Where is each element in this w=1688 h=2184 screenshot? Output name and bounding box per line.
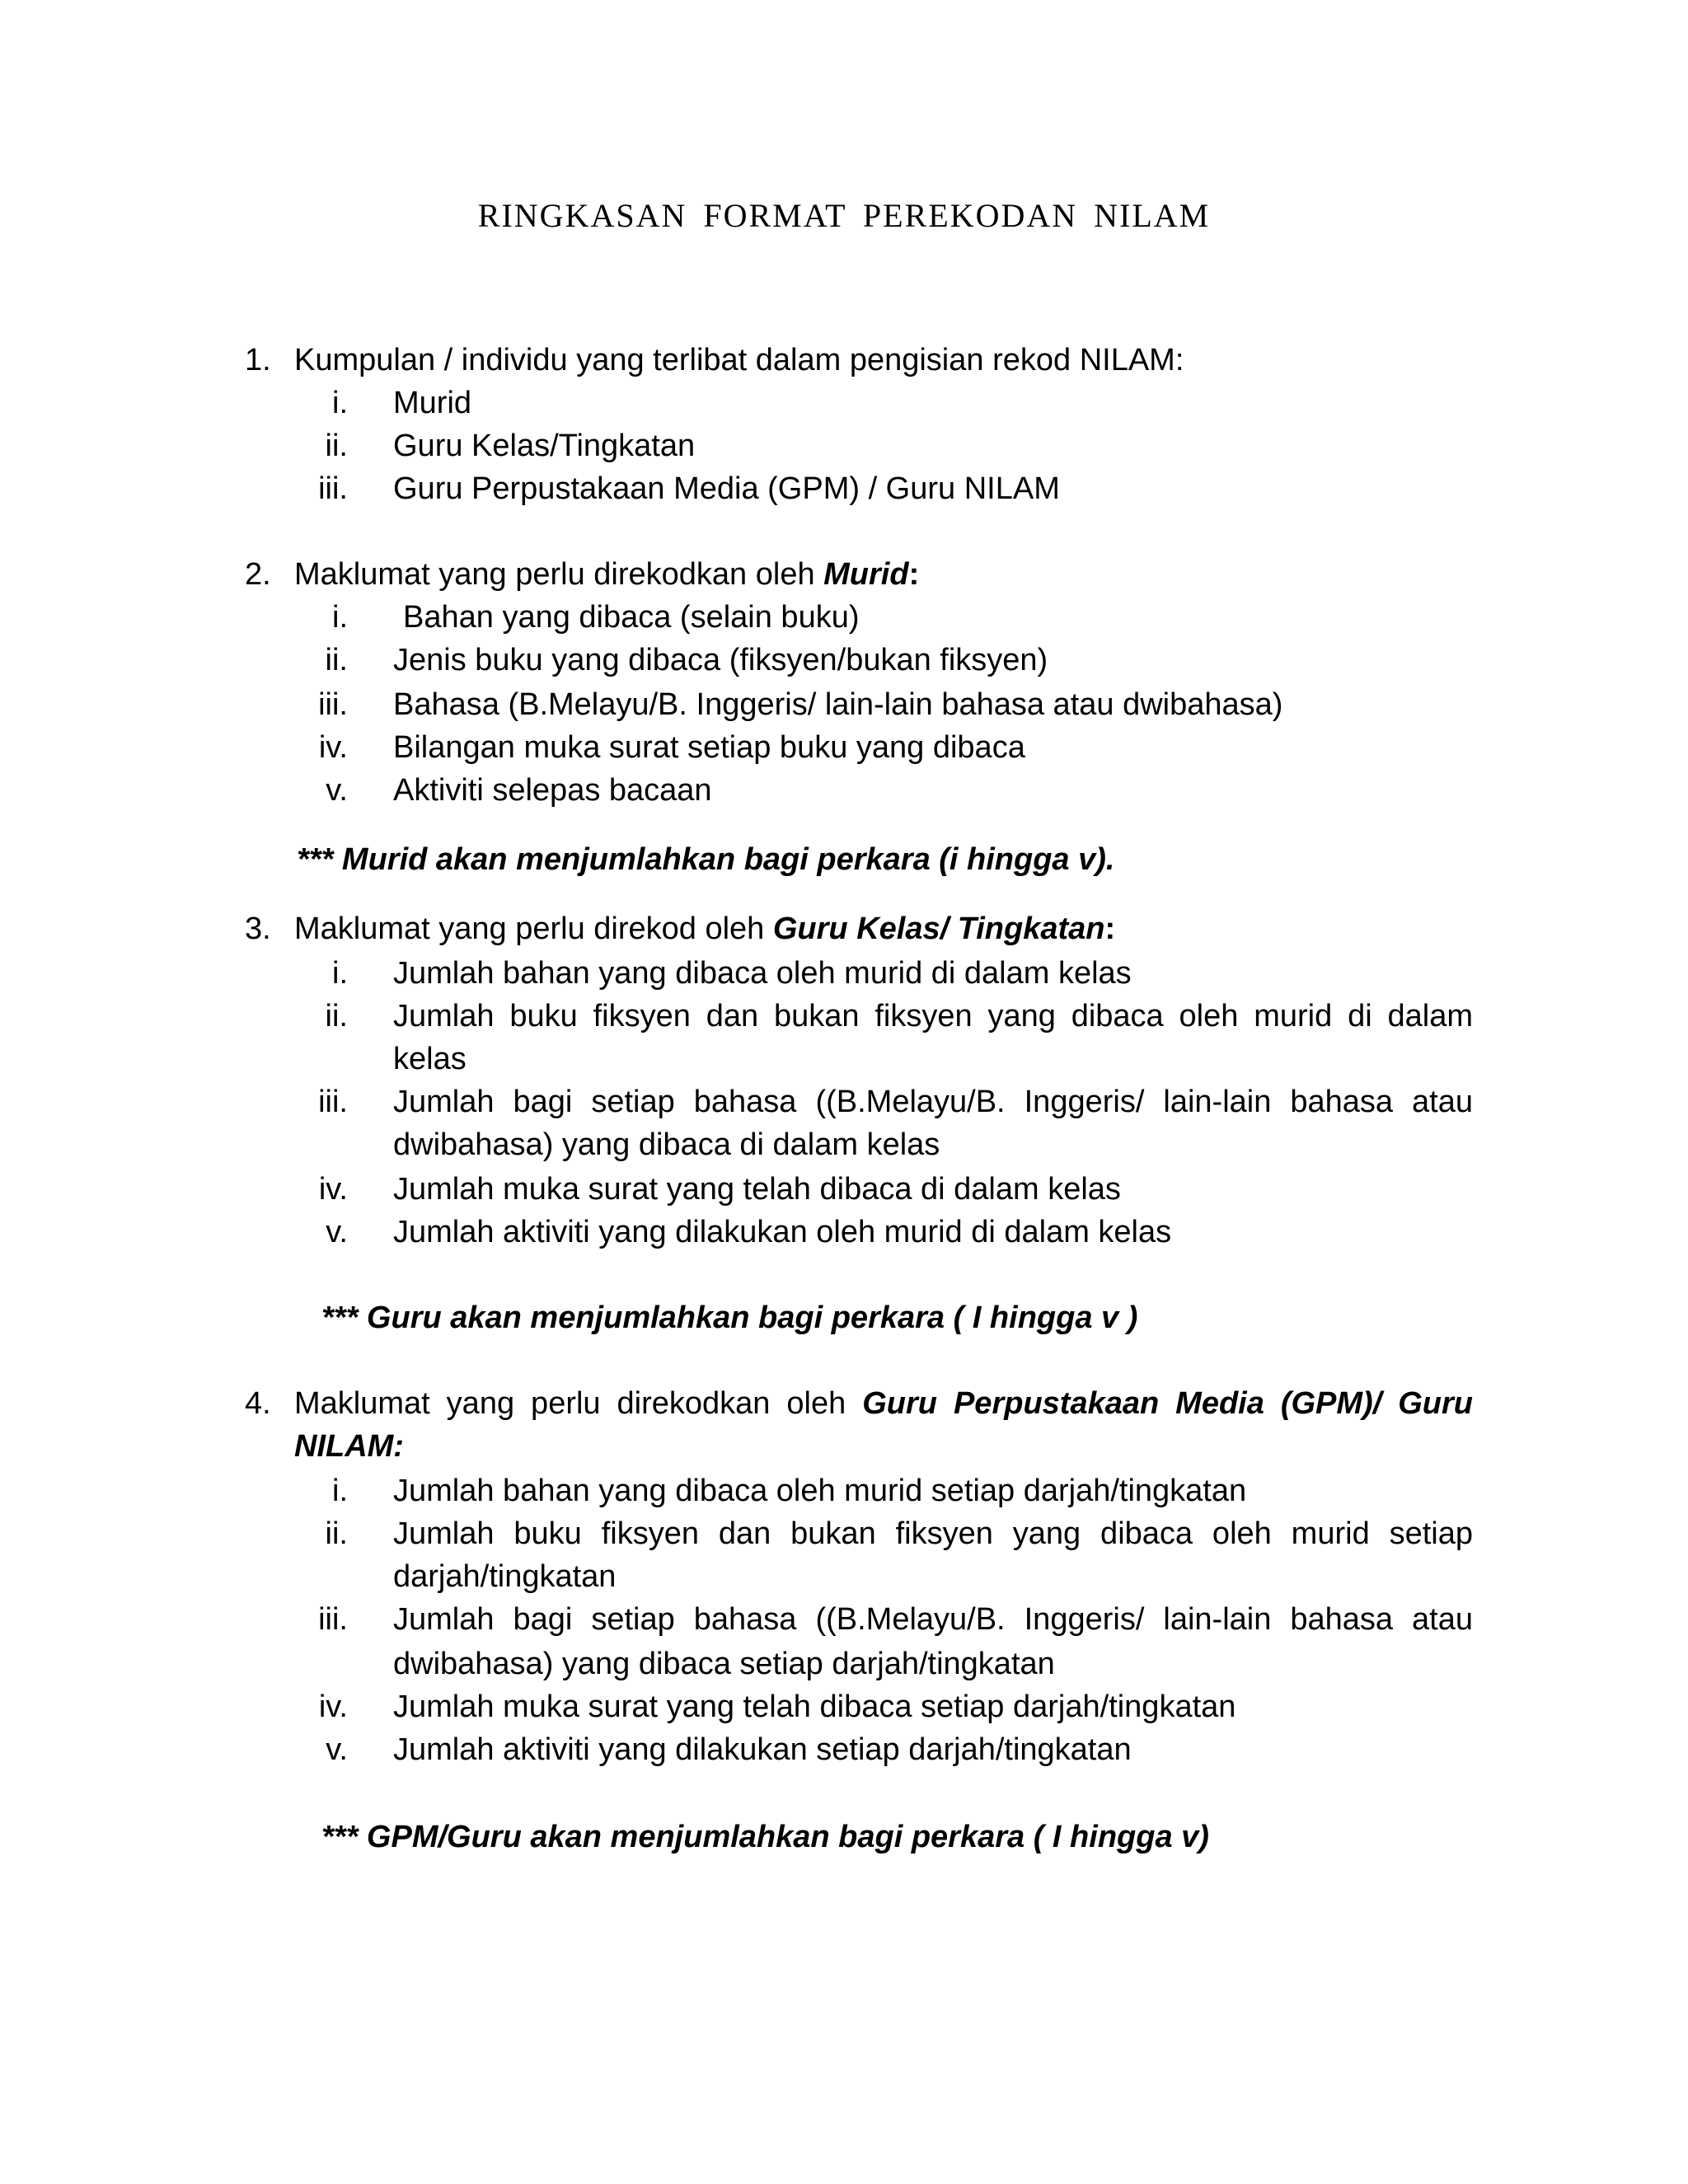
section-number: 3.	[245, 912, 271, 946]
item-number: i.	[332, 1474, 348, 1508]
item-text: Jumlah buku fiksyen dan bukan fiksyen yang dibaca oleh murid di dalam	[393, 999, 1473, 1033]
heading-emphasis: Murid	[823, 557, 909, 592]
item-text: Jumlah bagi setiap bahasa ((B.Melayu/B. Inggeris/ lain-lain bahasa atau	[393, 1085, 1473, 1119]
item-number: ii.	[325, 643, 348, 677]
item-number: ii.	[325, 429, 348, 463]
heading-emphasis: NILAM:	[294, 1429, 404, 1464]
item-number: iii.	[318, 1085, 348, 1119]
item-number: i.	[332, 600, 348, 635]
heading-colon: :	[1104, 912, 1116, 946]
item-text: Jumlah bahan yang dibaca oleh murid setiap darjah/tingkatan	[393, 1474, 1247, 1508]
heading-emphasis: Guru Kelas/ Tingkatan	[772, 912, 1105, 946]
item-number: v.	[326, 1732, 348, 1767]
item-text: darjah/tingkatan	[393, 1559, 617, 1594]
heading-text: Maklumat yang perlu direkodkan oleh	[294, 1386, 863, 1421]
item-text: Jumlah aktiviti yang dilakukan oleh murid di dalam kelas	[393, 1215, 1172, 1249]
item-text: Jumlah aktiviti yang dilakukan setiap darjah/tingkatan	[393, 1732, 1132, 1767]
item-text: dwibahasa) yang dibaca setiap darjah/tingkatan	[393, 1647, 1055, 1681]
section-heading	[294, 910, 1473, 948]
section-note: *** GPM/Guru akan menjumlahkan bagi perkara ( I hingga v)	[321, 1820, 1209, 1854]
item-text: Murid	[393, 386, 472, 420]
item-text: Jumlah bagi setiap bahasa ((B.Melayu/B. Inggeris/ lain-lain bahasa atau	[393, 1602, 1473, 1637]
heading-text: Maklumat yang perlu direkod oleh	[294, 912, 773, 946]
item-number: i.	[332, 386, 348, 420]
section-note: *** Guru akan menjumlahkan bagi perkara ( I hingga v )	[321, 1301, 1138, 1335]
section-number: 4.	[245, 1386, 271, 1421]
item-number: ii.	[325, 999, 348, 1033]
item-text: Jumlah buku fiksyen dan bukan fiksyen yang dibaca oleh murid setiap	[393, 1516, 1473, 1551]
item-number: iii.	[318, 1602, 348, 1637]
item-number: iv.	[318, 1172, 348, 1207]
item-number: iii.	[318, 471, 348, 506]
section-number: 2.	[245, 557, 271, 592]
item-number: v.	[326, 773, 348, 808]
item-number: i.	[332, 956, 348, 991]
item-number: v.	[326, 1215, 348, 1249]
item-number: ii.	[325, 1516, 348, 1551]
item-text: Bahan yang dibaca (selain buku)	[403, 600, 860, 635]
heading-colon: :	[908, 557, 920, 592]
item-number: iv.	[318, 730, 348, 765]
item-text: Bahasa (B.Melayu/B. Inggeris/ lain-lain bahasa atau dwibahasa)	[393, 687, 1283, 722]
item-text: Jumlah bahan yang dibaca oleh murid di dalam kelas	[393, 956, 1132, 991]
item-text: Bilangan muka surat setiap buku yang dibaca	[393, 730, 1025, 765]
page-title: RINGKASAN FORMAT PEREKODAN NILAM	[477, 197, 1211, 234]
item-text: Guru Perpustakaan Media (GPM) / Guru NILAM	[393, 471, 1060, 506]
section-heading	[294, 555, 1473, 593]
item-text: Aktiviti selepas bacaan	[393, 773, 712, 808]
item-text: Jenis buku yang dibaca (fiksyen/bukan fiksyen)	[393, 643, 1048, 677]
section-heading: Kumpulan / individu yang terlibat dalam pengisian rekod NILAM:	[294, 343, 1184, 377]
item-text: Jumlah muka surat yang telah dibaca setiap darjah/tingkatan	[393, 1690, 1236, 1724]
section-number: 1.	[245, 343, 271, 377]
item-text: kelas	[393, 1042, 467, 1076]
item-number: iv.	[318, 1690, 348, 1724]
heading-text: Maklumat yang perlu direkodkan oleh	[294, 557, 824, 592]
item-number: iii.	[318, 687, 348, 722]
item-text: dwibahasa) yang dibaca di dalam kelas	[393, 1127, 940, 1162]
section-note: *** Murid akan menjumlahkan bagi perkara (i hingga v).	[297, 842, 1115, 877]
section-heading	[294, 1385, 1473, 1422]
item-text: Guru Kelas/Tingkatan	[393, 429, 696, 463]
item-text: Jumlah muka surat yang telah dibaca di dalam kelas	[393, 1172, 1121, 1207]
heading-emphasis: Guru Perpustakaan Media (GPM)/ Guru	[862, 1386, 1473, 1421]
